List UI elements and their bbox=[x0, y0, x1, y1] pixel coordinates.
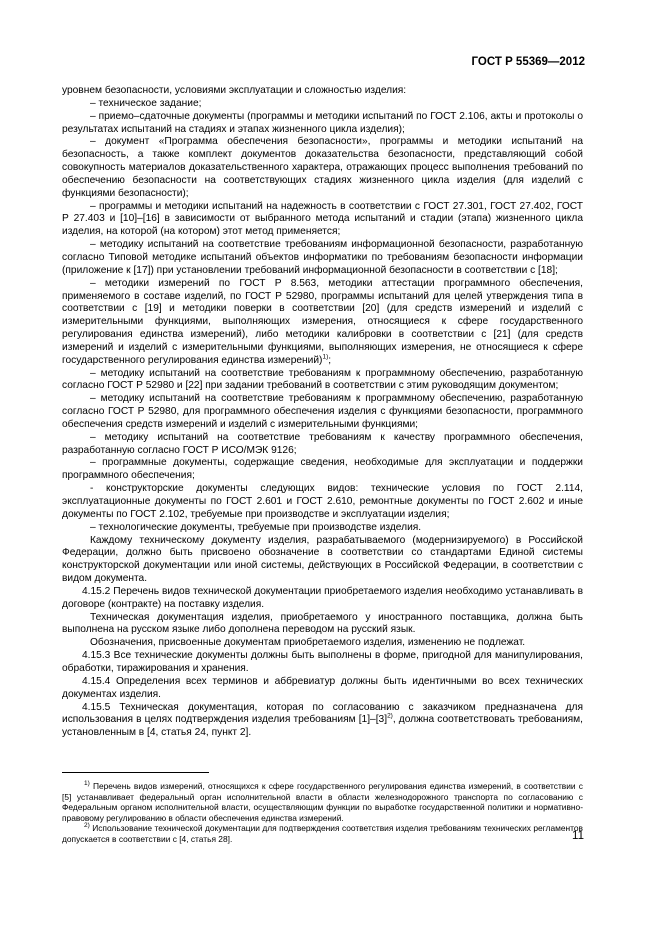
footnote-mark: 1) bbox=[84, 780, 90, 788]
list-item: - конструкторские документы следующих видов: технические условия по ГОСТ 2.114, эксплуатационные документы по ГОСТ 2.601 и ГОСТ 2.610, ремонтные документы по ГОСТ 2.602 и иные документы по ГОСТ 2.102, требуемые при производстве и эксплуатации изделия; bbox=[62, 483, 583, 520]
footnote-ref: 2) bbox=[387, 712, 393, 720]
clause-4-15-4: 4.15.4 Определения всех терминов и аббревиатур должны быть идентичными во всех технических документах изделия. bbox=[62, 675, 583, 700]
footnote-text: Использование технической документации для подтверждения соответствия изделия требованиям технических регламентов допускается в соответствии с [4, статья 28]. bbox=[62, 823, 583, 844]
list-item-text: – методики измерений по ГОСТ Р 8.563, методики аттестации программного обеспечения, применяемого в составе изделий, по ГОСТ Р 52980, программы испытаний для целей утверждения типа в соответствии с [19] и методики поверки в соответствии [20] (для средств измерений и изделий с измерительными функциями, выполняющих измерения, относящиеся к сфере государственного регулирования единства измерений), либо методики калибровки в соответствии с [21] (для средств измерений и изделий с измерительными функциями, выполняющих измерения, не относящиеся к сфере государственного регулирования единства измерений) bbox=[62, 277, 583, 366]
paragraph: Обозначения, присвоенные документам приобретаемого изделия, изменению не подлежат. bbox=[90, 637, 526, 649]
clause-text-continued: должна соответствовать требованиям, установленным в [4, статья 24, пункт 2]. bbox=[62, 714, 583, 739]
footnote-text: Перечень видов измерений, относящихся к сфере государственного регулирования единства измерений, в соответствии с [5] устанавливает федеральный орган исполнительной власти в области железнодорожного транспорта по согласованию с Федеральным органом исполнительной власти, осуществляющим функции по выработке государственной политики и нормативно-правовому регулированию в области обеспечения единства измерений. bbox=[62, 781, 583, 823]
footnote bbox=[62, 823, 583, 844]
document-body bbox=[62, 85, 583, 740]
clause-4-15-2: 4.15.2 Перечень видов технической документации приобретаемого изделия необходимо устанавливать в договоре (контракте) на поставку изделия. bbox=[62, 585, 583, 610]
paragraph: Техническая документация изделия, приобретаемого у иностранного поставщика, должна быть выполнена на русском языке либо дополнена переводом на русский язык. bbox=[62, 611, 583, 636]
list-item: – методику испытаний на соответствие требованиям к качеству программного обеспечения, разработанную согласно ГОСТ Р ИСО/МЭК 9126; bbox=[62, 431, 583, 456]
list-item: – технологические документы, требуемые при производстве изделия. bbox=[90, 521, 422, 533]
clause-text: 4.15.5 Техническая документация, которая по согласованию с заказчиком предназначена для использования в целях подтверждения изделия требованиям [1]–[3] bbox=[62, 701, 583, 726]
paragraph: уровнем безопасности, условиями эксплуатации и сложностью изделия: bbox=[62, 85, 407, 96]
punctuation: ; bbox=[328, 354, 332, 366]
list-item: – методику испытаний на соответствие требованиям к программному обеспечению, разработанную согласно ГОСТ Р 52980, для программного обеспечения изделия с функциями безопасности, программного обеспечения средств измерений и изделий с измерительными функциями; bbox=[62, 393, 583, 430]
paragraph: Каждому техническому документу изделия, разрабатываемого (модернизируемого) в Российской Федерации, должно быть присвоено обозначение в соответствии со стандартами Единой системы конструкторской документации или иной системы, действующих в Российской Федерации, в соответствии с видом документа. bbox=[62, 534, 583, 585]
footnote bbox=[62, 781, 583, 823]
list-item bbox=[62, 278, 583, 368]
list-item: – техническое задание; bbox=[90, 97, 202, 109]
punctuation: , bbox=[392, 714, 396, 726]
footnote-mark: 2) bbox=[84, 822, 90, 830]
footnote-ref: 1) bbox=[322, 353, 329, 361]
document-header: ГОСТ Р 55369—2012 bbox=[471, 56, 585, 68]
page-number: 11 bbox=[572, 830, 584, 842]
footnote-separator bbox=[62, 772, 209, 773]
list-item: – приемо–сдаточные документы (программы и методики испытаний по ГОСТ 2.106, акты и протоколы о результатах испытаний на стадиях и этапах жизненного цикла изделия); bbox=[62, 110, 583, 135]
clause-4-15-3: 4.15.3 Все технические документы должны быть выполнены в форме, пригодной для манипулирования, обработки, тиражирования и хранения. bbox=[62, 650, 583, 674]
list-item: – методику испытаний на соответствие требованиям к программному обеспечению, разработанную согласно ГОСТ Р 52980 и [22] при задании требований в соответствии с этим руководящим документом; bbox=[62, 367, 583, 392]
list-item: – программные документы, содержащие сведения, необходимые для эксплуатации и поддержки программного обеспечения; bbox=[62, 457, 583, 482]
clause-4-15-5 bbox=[62, 702, 583, 741]
list-item: – программы и методики испытаний на надежность в соответствии с ГОСТ 27.301, ГОСТ 27.402, ГОСТ Р 27.403 и [10]–[16] в зависимости от выбранного метода испытаний и стадии (этапа) жизненного цикла изделия, на которой (на котором) этот метод применяется; bbox=[62, 200, 583, 238]
list-item: – документ «Программа обеспечения безопасности», программы и методики испытаний на безопасность, а также комплект документов доказательства безопасности, представляющий собой совокупность материалов доказательственного характера, отражающих процесс выполнения требований по обеспечению безопасности на соответствующих стадиях жизненного цикла изделия (для изделий с функциями безопасности); bbox=[62, 136, 583, 199]
footnotes bbox=[62, 781, 583, 845]
list-item: – методику испытаний на соответствие требованиям информационной безопасности, разработанную согласно Типовой методике испытаний объектов информатики по требованиям безопасности информации (приложение к [17]) при установлении требований информационной безопасности в соответствии с [18]; bbox=[62, 239, 583, 276]
